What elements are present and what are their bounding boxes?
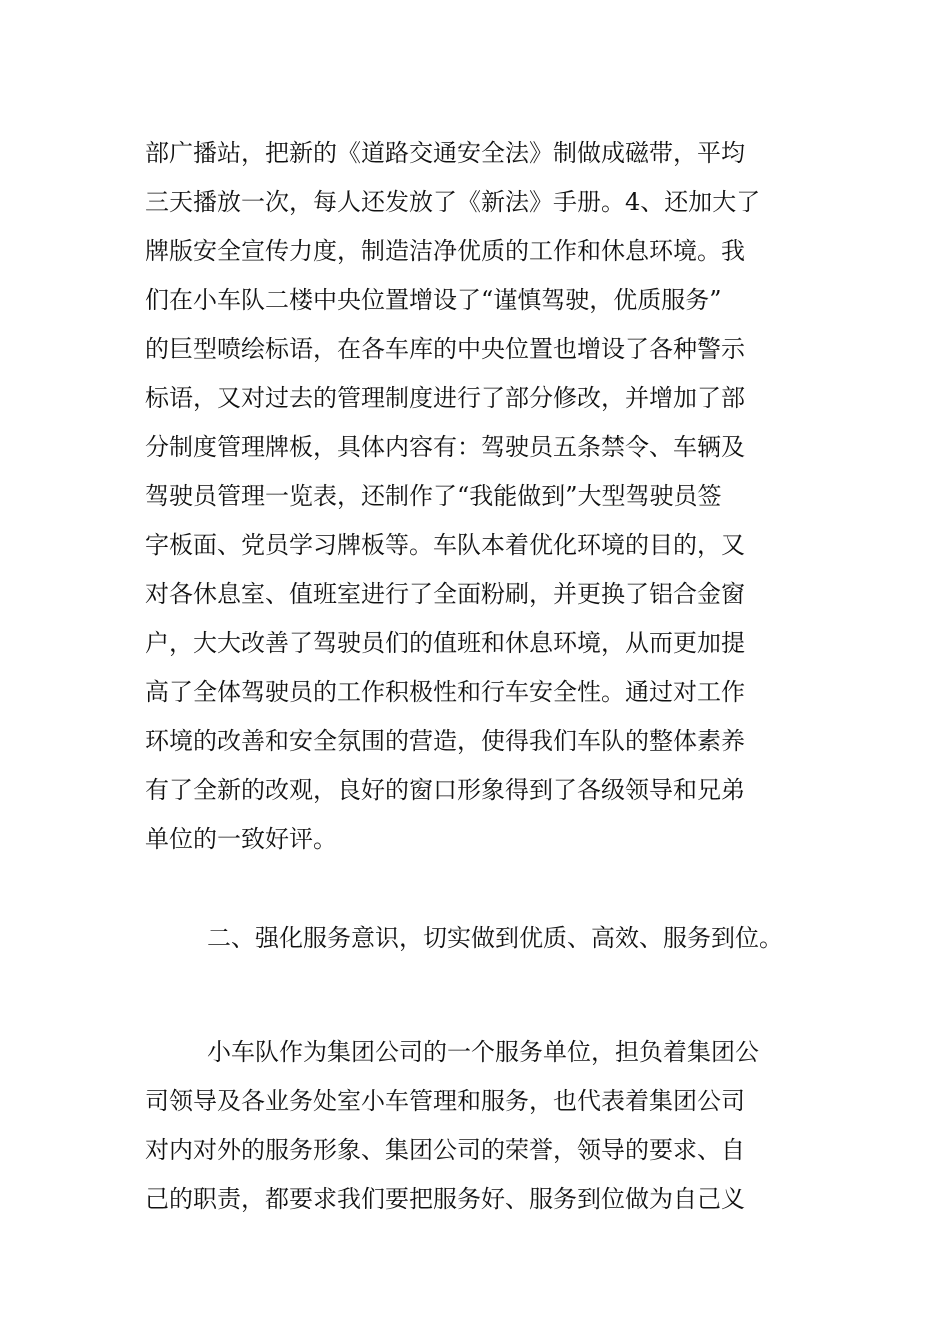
text-line: 字板面、党员学习牌板等。车队本着优化环境的目的，又 [145,531,745,559]
text-line: 标语，又对过去的管理制度进行了部分修改，并增加了部 [145,384,745,412]
text-line: 三天播放一次，每人还发放了《新法》手册。4、还加大了 [145,188,761,216]
text-line: 有了全新的改观，良好的窗口形象得到了各级领导和兄弟 [145,776,745,804]
text-line: 户，大大改善了驾驶员们的值班和休息环境，从而更加提 [145,629,745,657]
text-line: 环境的改善和安全氛围的营造，使得我们车队的整体素养 [145,727,745,755]
text-line: 己的职责，都要求我们要把服务好、服务到位做为自己义 [145,1185,745,1213]
text-line: 司领导及各业务处室小车管理和服务，也代表着集团公司 [145,1087,745,1115]
text-line: 对内对外的服务形象、集团公司的荣誉，领导的要求、自 [145,1136,745,1164]
text-line: 分制度管理牌板，具体内容有：驾驶员五条禁令、车辆及 [145,433,745,461]
text-line: 的巨型喷绘标语，在各车库的中央位置也增设了各种警示 [145,335,745,363]
section-heading: 二、强化服务意识，切实做到优质、高效、服务到位。 [207,924,783,952]
text-line: 高了全体驾驶员的工作积极性和行车安全性。通过对工作 [145,678,745,706]
text-line: 部广播站，把新的《道路交通安全法》制做成磁带，平均 [145,139,745,167]
text-line: 们在小车队二楼中央位置增设了“谨慎驾驶，优质服务” [145,286,722,314]
text-line: 单位的一致好评。 [145,825,337,853]
text-line: 小车队作为集团公司的一个服务单位，担负着集团公 [207,1038,759,1066]
text-line: 牌版安全宣传力度，制造洁净优质的工作和休息环境。我 [145,237,745,265]
text-line: 对各休息室、值班室进行了全面粉刷，并更换了铝合金窗 [145,580,745,608]
text-line: 驾驶员管理一览表，还制作了“我能做到”大型驾驶员签 [145,482,722,510]
